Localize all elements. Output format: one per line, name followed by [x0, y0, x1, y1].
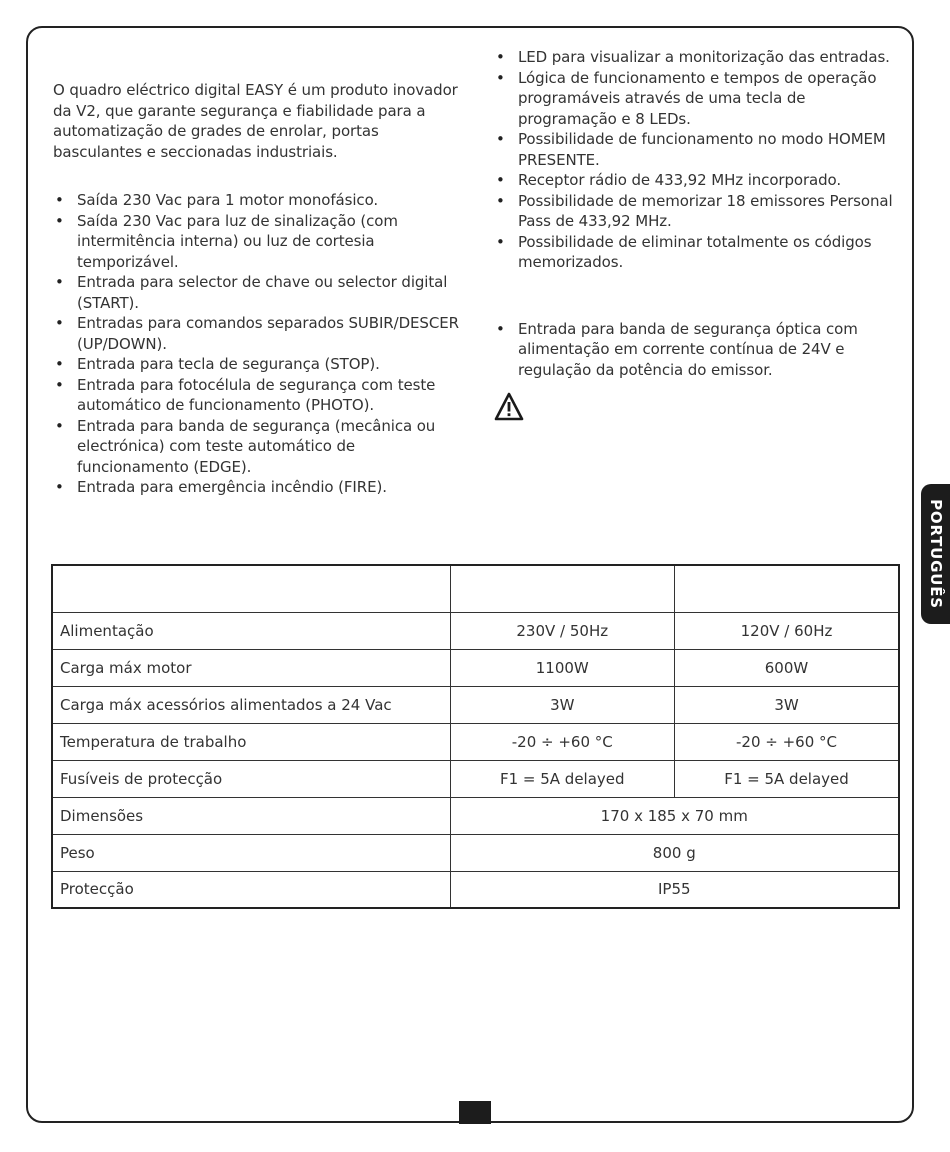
- language-tab-label: PORTUGUÊS: [926, 499, 945, 609]
- list-item: • Entrada para banda de segurança (mecânica ou electrónica) com teste automático de funcionamento (EDGE).: [53, 416, 463, 478]
- spec-value: F1 = 5A delayed: [675, 760, 900, 797]
- list-item: • Possibilidade de funcionamento no modo HOMEM PRESENTE.: [494, 129, 904, 170]
- table-header-cell: [52, 565, 450, 612]
- language-tab: [921, 484, 950, 624]
- list-item: • Entrada para fotocélula de segurança com teste automático de funcionamento (PHOTO).: [53, 375, 463, 416]
- list-item: • Entradas para comandos separados SUBIR/DESCER (UP/DOWN).: [53, 313, 463, 354]
- spec-label: Carga máx motor: [52, 649, 450, 686]
- page-marker: [459, 1101, 491, 1124]
- spec-value: 800 g: [450, 834, 899, 871]
- list-item: • Possibilidade de eliminar totalmente os códigos memorizados.: [494, 232, 904, 273]
- spec-label: Dimensões: [52, 797, 450, 834]
- table-header-cell: [675, 565, 900, 612]
- features-list-right: [494, 47, 904, 273]
- table-header-row: [52, 565, 899, 612]
- spec-value: 1100W: [450, 649, 674, 686]
- spec-value: 170 x 185 x 70 mm: [450, 797, 899, 834]
- list-item: • Entrada para emergência incêndio (FIRE).: [53, 477, 463, 498]
- spec-value: IP55: [450, 871, 899, 908]
- spec-label: Temperatura de trabalho: [52, 723, 450, 760]
- list-item: • Lógica de funcionamento e tempos de operação programáveis através de uma tecla de programação e 8 LEDs.: [494, 68, 904, 130]
- table-row: [52, 797, 899, 834]
- list-item: • Entrada para selector de chave ou selector digital (START).: [53, 272, 463, 313]
- spec-label: Peso: [52, 834, 450, 871]
- table-row: [52, 612, 899, 649]
- spec-label: Protecção: [52, 871, 450, 908]
- spec-value: 3W: [675, 686, 900, 723]
- spec-label: Alimentação: [52, 612, 450, 649]
- list-item: • Entrada para tecla de segurança (STOP).: [53, 354, 463, 375]
- spec-value: -20 ÷ +60 °C: [675, 723, 900, 760]
- right-column: [494, 47, 904, 426]
- extra-features-list: [494, 319, 904, 381]
- table-header-cell: [450, 565, 674, 612]
- specs-table: [51, 564, 900, 909]
- list-item: • LED para visualizar a monitorização das entradas.: [494, 47, 904, 68]
- list-item: • Saída 230 Vac para 1 motor monofásico.: [53, 190, 463, 211]
- left-column: [53, 80, 463, 498]
- table-row: [52, 760, 899, 797]
- table-row: [52, 834, 899, 871]
- spec-value: 600W: [675, 649, 900, 686]
- list-item: • Saída 230 Vac para luz de sinalização (com intermitência interna) ou luz de cortesia temporizável.: [53, 211, 463, 273]
- table-row: [52, 686, 899, 723]
- spec-label: Carga máx acessórios alimentados a 24 Vac: [52, 686, 450, 723]
- table-row: [52, 649, 899, 686]
- spec-value: 230V / 50Hz: [450, 612, 674, 649]
- spec-value: F1 = 5A delayed: [450, 760, 674, 797]
- table-row: [52, 871, 899, 908]
- list-item: • Possibilidade de memorizar 18 emissores Personal Pass de 433,92 MHz.: [494, 191, 904, 232]
- features-list-left: [53, 190, 463, 498]
- list-item: • Entrada para banda de segurança óptica com alimentação em corrente contínua de 24V e regulação da potência do emissor.: [494, 319, 904, 381]
- spec-value: 3W: [450, 686, 674, 723]
- table-row: [52, 723, 899, 760]
- spec-value: -20 ÷ +60 °C: [450, 723, 674, 760]
- list-item: • Receptor rádio de 433,92 MHz incorporado.: [494, 170, 904, 191]
- spec-label: Fusíveis de protecção: [52, 760, 450, 797]
- intro-paragraph: O quadro eléctrico digital EASY é um produto inovador da V2, que garante segurança e fiabilidade para a automatização de grades de enrolar, portas basculantes e seccionadas industriais.: [53, 81, 458, 161]
- spec-value: 120V / 60Hz: [675, 612, 900, 649]
- warning-triangle-icon: [494, 392, 524, 422]
